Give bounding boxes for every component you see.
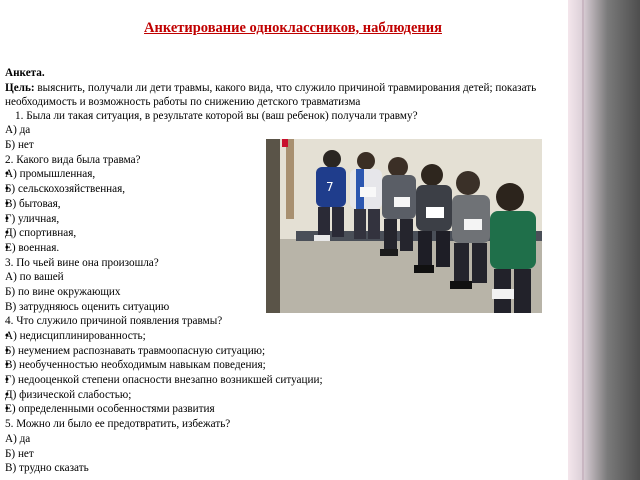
decorative-side-bar bbox=[568, 0, 640, 480]
answer-bullet: • Б) сельскохозяйственная, bbox=[5, 182, 565, 197]
door-panel bbox=[286, 139, 294, 219]
answer-line: В) затрудняюсь оценить ситуацию bbox=[5, 300, 170, 313]
answer-bullet: • Е) определенными особенностями развития bbox=[5, 402, 565, 417]
answer-line: В) трудно сказать bbox=[5, 462, 89, 475]
question-3: 3. По чьей вине она произошла? bbox=[5, 256, 159, 269]
answer-bullet: • Б) неумением распознавать травмоопасную ситуацию; bbox=[5, 344, 565, 359]
question-1: 1. Была ли такая ситуация, в результате которой вы (ваш ребенок) получали травму? bbox=[15, 109, 418, 122]
page-title: Анкетирование одноклассников, наблюдения bbox=[144, 20, 442, 36]
answer-line: А) да bbox=[5, 432, 31, 445]
goal-label: Цель: bbox=[5, 81, 35, 94]
red-detail bbox=[282, 139, 288, 147]
answer-bullet: • В) бытовая, bbox=[5, 197, 565, 212]
answer-line: А) да bbox=[5, 124, 31, 137]
answer-bullet: • Е) военная. bbox=[5, 241, 565, 256]
answer-bullet: • Г) недооценкой степени опасности внезапно возникшей ситуации; bbox=[5, 373, 565, 388]
goal-paragraph bbox=[5, 81, 565, 109]
answer-bullet: • А) промышленная, bbox=[5, 167, 565, 182]
question-5: 5. Можно ли было ее предотвратить, избежать? bbox=[5, 418, 231, 431]
answer-bullet: • А) недисциплинированность; bbox=[5, 329, 565, 344]
question-2: 2. Какого вида была травма? bbox=[5, 153, 141, 166]
goal-text: выяснить, получали ли дети травмы, какого вида, что служило причиной травмирования детей; показать необходимость и возможность работы по снижению детского травматизма bbox=[5, 81, 537, 108]
answer-line: Б) нет bbox=[5, 139, 34, 152]
door-frame bbox=[266, 139, 280, 313]
question-4: 4. Что служило причиной появления травмы? bbox=[5, 315, 223, 328]
answer-bullet: • Д) спортивная, bbox=[5, 226, 565, 241]
answer-bullet: • Д) физической слабостью; bbox=[5, 388, 565, 403]
svg-text:7: 7 bbox=[326, 180, 334, 194]
answer-bullet: • Г) уличная, bbox=[5, 212, 565, 227]
anketa-label: Анкета. bbox=[5, 67, 45, 79]
answer-line: Б) по вине окружающих bbox=[5, 285, 121, 298]
answer-bullet: • В) необученностью необходимым навыкам поведения; bbox=[5, 358, 565, 373]
students-photo bbox=[266, 139, 542, 313]
answer-line: Б) нет bbox=[5, 447, 34, 460]
answer-line: А) по вашей bbox=[5, 271, 64, 284]
students-illustration bbox=[266, 139, 542, 313]
